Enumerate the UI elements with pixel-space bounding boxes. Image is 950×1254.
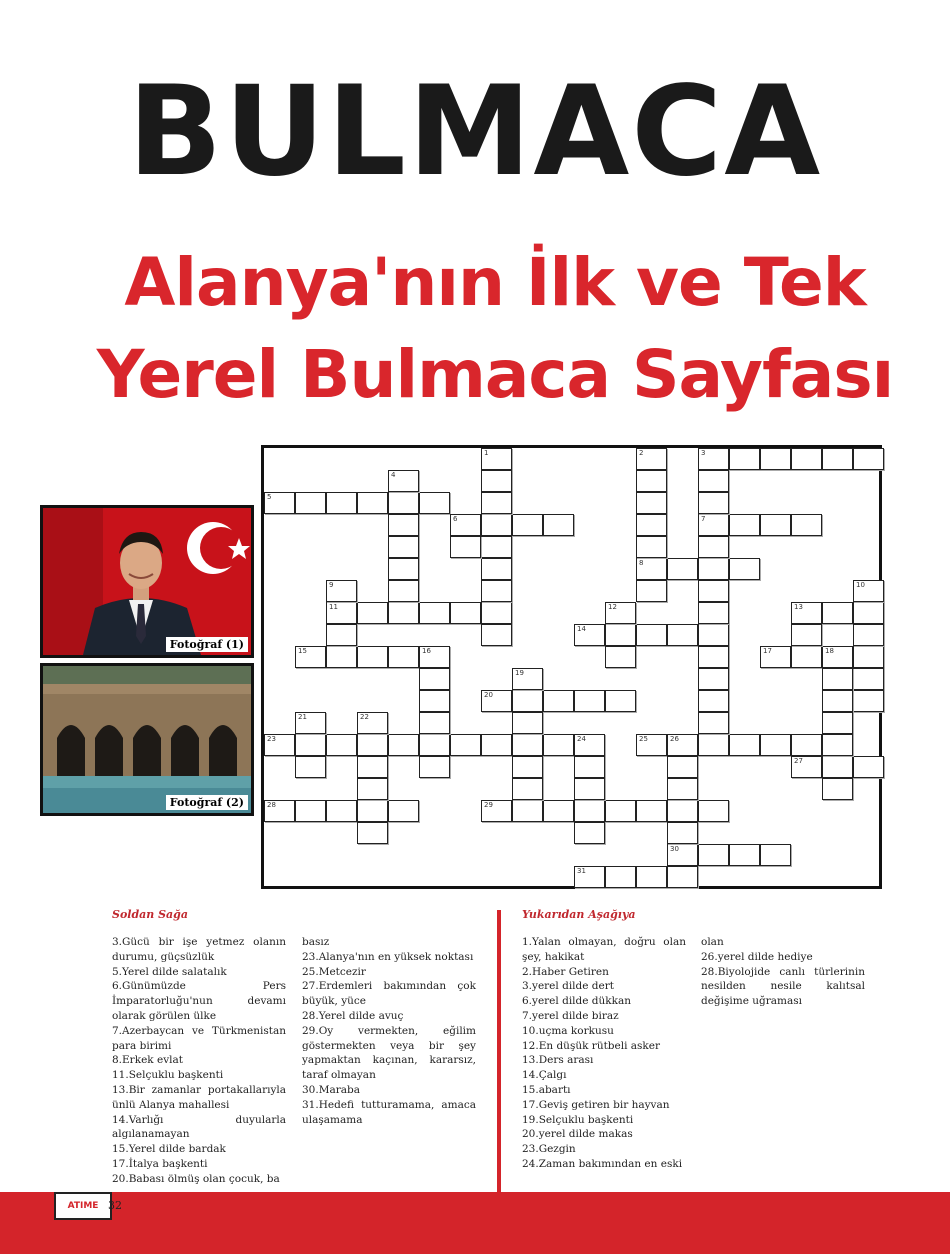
clue-item: 26.yerel dilde hediye [701,950,813,963]
crossword-cell[interactable] [791,646,822,668]
clue-number: 31 [577,867,586,875]
crossword-cell[interactable] [512,712,543,734]
crossword-cell[interactable] [853,756,884,778]
crossword-cell[interactable] [388,734,419,756]
crossword-cell[interactable] [822,712,853,734]
clue-number: 23 [267,735,276,743]
crossword-cell[interactable] [450,536,481,558]
crossword-cell[interactable] [853,690,884,712]
crossword-cell[interactable] [636,470,667,492]
crossword-cell[interactable] [636,580,667,602]
clue-item: 14.Varlığı duyularla algılanamayan [112,1113,286,1141]
crossword-cell[interactable] [574,778,605,800]
clue-item: 25.Metcezir [302,965,366,978]
crossword-cell[interactable] [729,514,760,536]
photo-portrait [40,505,254,658]
crossword-cell[interactable] [636,448,667,470]
crossword-cell[interactable] [698,624,729,646]
clue-number: 9 [329,581,334,589]
crossword-cell[interactable] [357,646,388,668]
crossword-cell[interactable] [760,844,791,866]
crossword-cell[interactable] [388,646,419,668]
crossword-cell[interactable] [760,448,791,470]
crossword-cell[interactable] [698,646,729,668]
crossword-cell[interactable] [667,756,698,778]
clue-number: 7 [701,515,706,523]
clue-number: 5 [267,493,272,501]
crossword-cell[interactable] [481,580,512,602]
photo-1-caption: Fotoğraf (1) [166,637,248,652]
crossword-cell[interactable] [636,624,667,646]
crossword-cell[interactable] [481,536,512,558]
crossword-cell[interactable] [853,624,884,646]
clue-item: 3.Gücü bir işe yetmez olanın durumu, güçsüzlük [112,936,286,963]
crossword-cell[interactable] [388,514,419,536]
crossword-cell[interactable] [512,690,543,712]
crossword-cell[interactable] [667,778,698,800]
crossword-cell[interactable] [698,448,729,470]
crossword-cell[interactable] [388,492,419,514]
clue-item: 6.Günümüzde Pers İmparatorluğu'nun devamı olarak görülen ülke [112,980,286,1022]
clue-item: 30.Maraba [302,1083,360,1096]
clue-item: 23.Gezgin [522,1143,576,1156]
crossword-cell[interactable] [853,580,884,602]
crossword-cell[interactable] [512,800,543,822]
crossword-cell[interactable] [698,492,729,514]
crossword-cell[interactable] [822,448,853,470]
clue-number: 14 [577,625,586,633]
crossword-cell[interactable] [698,844,729,866]
clue-item: 10.uçma korkusu [522,1024,614,1037]
clue-number: 17 [763,647,772,655]
crossword-cell[interactable] [698,800,729,822]
crossword-cell[interactable] [791,756,822,778]
crossword-cell[interactable] [326,602,357,624]
crossword-cell[interactable] [264,800,295,822]
crossword-cell[interactable] [698,514,729,536]
crossword-cell[interactable] [357,712,388,734]
crossword-cell[interactable] [636,514,667,536]
crossword-cell[interactable] [636,492,667,514]
crossword-cell[interactable] [636,558,667,580]
crossword-cell[interactable] [667,558,698,580]
clue-number: 26 [670,735,679,743]
clue-number: 18 [825,647,834,655]
clue-item: 1.Yalan olmayan, doğru olan şey, hakikat [522,936,686,963]
down-heading: Yukarıdan Aşağıya [522,908,636,921]
crossword-cell[interactable] [605,646,636,668]
crossword-cell[interactable] [357,822,388,844]
crossword-cell[interactable] [450,602,481,624]
crossword-cell[interactable] [326,734,357,756]
clue-number: 4 [391,471,396,479]
crossword-cell[interactable] [605,800,636,822]
crossword-cell[interactable] [512,756,543,778]
crossword-cell[interactable] [543,734,574,756]
crossword-cell[interactable] [357,492,388,514]
crossword-cell[interactable] [605,602,636,624]
crossword-cell[interactable] [636,800,667,822]
crossword-cell[interactable] [481,800,512,822]
crossword-cell[interactable] [512,514,543,536]
crossword-cell[interactable] [729,558,760,580]
photo-shipyard [40,663,254,816]
across-clues-col-2 [302,935,476,1127]
crossword-cell[interactable] [698,690,729,712]
crossword-cell[interactable] [481,624,512,646]
crossword-cell[interactable] [419,734,450,756]
clue-number: 25 [639,735,648,743]
crossword-cell[interactable] [388,470,419,492]
clue-item: 6.yerel dilde dükkan [522,995,632,1008]
magazine-logo: ATIME [54,1192,112,1220]
photo-2-caption: Fotoğraf (2) [166,795,248,810]
subtitle-line-2: Yerel Bulmaca Sayfası [96,336,894,413]
crossword-cell[interactable] [822,646,853,668]
crossword-cell[interactable] [481,448,512,470]
crossword-cell[interactable] [357,778,388,800]
clue-item: 20.Babası ölmüş olan çocuk, ba [112,1172,280,1185]
crossword-cell[interactable] [791,514,822,536]
crossword-cell[interactable] [295,492,326,514]
clue-item: 13.Ders arası [522,1054,594,1067]
clue-number: 10 [856,581,865,589]
clue-number: 16 [422,647,431,655]
clue-number: 20 [484,691,493,699]
footer-bar [0,1192,950,1254]
crossword-cell[interactable] [822,734,853,756]
crossword-cell[interactable] [574,624,605,646]
crossword-cell[interactable] [698,734,729,756]
crossword-cell[interactable] [295,734,326,756]
crossword-cell[interactable] [667,844,698,866]
clue-number: 22 [360,713,369,721]
crossword-cell[interactable] [667,734,698,756]
clue-number: 27 [794,757,803,765]
clue-item: 2.Haber Getiren [522,965,609,978]
clue-item: 15.Yerel dilde bardak [112,1143,226,1156]
crossword-cell[interactable] [481,558,512,580]
crossword-cell[interactable] [419,646,450,668]
portrait-illustration [43,508,251,655]
clue-item: 28.Biyolojide canlı türlerinin nesilden nesile kalıtsal değişime uğraması [701,965,865,1008]
crossword-cell[interactable] [295,756,326,778]
clue-item: 7.Azerbaycan ve Türkmenistan para birimi [112,1024,286,1052]
crossword-cell[interactable] [450,514,481,536]
crossword-cell[interactable] [419,602,450,624]
crossword-cell[interactable] [698,536,729,558]
crossword-cell[interactable] [481,514,512,536]
clue-item: 14.Çalgı [522,1069,567,1082]
crossword-cell[interactable] [636,536,667,558]
crossword-cell[interactable] [667,822,698,844]
across-heading: Soldan Sağa [112,908,188,921]
crossword-cell[interactable] [760,646,791,668]
crossword-cell[interactable] [574,800,605,822]
clue-item: 27.Erdemleri bakımından çok büyük, yüce [302,980,476,1008]
crossword-cell[interactable] [357,800,388,822]
crossword-cell[interactable] [605,624,636,646]
crossword-cell[interactable] [419,690,450,712]
crossword-cell[interactable] [264,492,295,514]
crossword-cell[interactable] [543,690,574,712]
clue-number: 21 [298,713,307,721]
crossword-cell[interactable] [791,624,822,646]
clue-number: 24 [577,735,586,743]
clue-item: 29.Oy vermekten, eğilim göstermekten veya bir şey yapmaktan kaçınan, kararsız, taraf olmayan [302,1024,476,1082]
clue-number: 15 [298,647,307,655]
crossword-grid [261,445,882,889]
subtitle-line-1: Alanya'nın İlk ve Tek [124,244,866,321]
crossword-cell[interactable] [853,448,884,470]
clue-number: 11 [329,603,338,611]
crossword-cell[interactable] [481,492,512,514]
crossword-cell[interactable] [326,492,357,514]
crossword-cell[interactable] [388,558,419,580]
crossword-cell[interactable] [822,602,853,624]
crossword-cell[interactable] [822,756,853,778]
clue-number: 6 [453,515,458,523]
crossword-cell[interactable] [481,602,512,624]
crossword-cell[interactable] [760,514,791,536]
crossword-cell[interactable] [698,668,729,690]
crossword-cell[interactable] [574,756,605,778]
clue-number: 8 [639,559,644,567]
crossword-cell[interactable] [760,734,791,756]
crossword-cell[interactable] [419,712,450,734]
crossword-cell[interactable] [481,690,512,712]
crossword-cell[interactable] [667,866,698,888]
crossword-cell[interactable] [853,646,884,668]
column-divider [497,910,501,1195]
crossword-cell[interactable] [388,536,419,558]
crossword-cell[interactable] [481,470,512,492]
crossword-cell[interactable] [698,558,729,580]
crossword-cell[interactable] [512,668,543,690]
clue-number: 1 [484,449,489,457]
crossword-cell[interactable] [667,624,698,646]
clue-number: 19 [515,669,524,677]
crossword-cell[interactable] [853,668,884,690]
clue-item: 12.En düşük rütbeli asker [522,1039,661,1052]
crossword-cell[interactable] [667,800,698,822]
crossword-cell[interactable] [326,800,357,822]
page-number: 32 [108,1199,122,1212]
crossword-cell[interactable] [326,624,357,646]
crossword-cell[interactable] [419,756,450,778]
clue-item: olan [701,936,724,948]
clue-item: 15.abartı [522,1083,571,1096]
crossword-cell[interactable] [543,514,574,536]
crossword-cell[interactable] [419,668,450,690]
clue-item: 13.Bir zamanlar portakallarıyla ünlü Alanya mahallesi [112,1083,286,1111]
crossword-cell[interactable] [512,778,543,800]
crossword-cell[interactable] [574,822,605,844]
across-clues-col-1 [112,935,286,1187]
crossword-cell[interactable] [543,800,574,822]
clue-item: 23.Alanya'nın en yüksek noktası [302,950,474,963]
crossword-cell[interactable] [698,712,729,734]
clue-number: 29 [484,801,493,809]
crossword-cell[interactable] [357,734,388,756]
page-title: BULMACA [127,60,823,204]
clue-item: 20.yerel dilde makas [522,1128,633,1141]
down-clues-col-2 [701,935,865,1009]
crossword-cell[interactable] [729,734,760,756]
crossword-cell[interactable] [791,734,822,756]
clue-number: 3 [701,449,706,457]
clue-number: 13 [794,603,803,611]
crossword-cell[interactable] [853,602,884,624]
crossword-cell[interactable] [605,866,636,888]
clue-item: 24.Zaman bakımından en eski [522,1157,683,1170]
crossword-cell[interactable] [295,646,326,668]
crossword-cell[interactable] [419,492,450,514]
crossword-cell[interactable] [450,734,481,756]
crossword-cell[interactable] [729,448,760,470]
shipyard-illustration [43,666,251,813]
clue-item: 31.Hedefi tutturamama, amaca ulaşamama [302,1098,476,1126]
crossword-cell[interactable] [791,448,822,470]
clue-number: 28 [267,801,276,809]
clue-item: 8.Erkek evlat [112,1054,183,1067]
crossword-cell[interactable] [574,734,605,756]
clue-number: 30 [670,845,679,853]
crossword-cell[interactable] [388,602,419,624]
crossword-cell[interactable] [295,712,326,734]
crossword-cell[interactable] [698,470,729,492]
crossword-cell[interactable] [698,580,729,602]
crossword-cell[interactable] [481,734,512,756]
crossword-cell[interactable] [357,602,388,624]
clue-item: 5.Yerel dilde salatalık [112,965,227,978]
crossword-cell[interactable] [295,800,326,822]
clue-item: 17.İtalya başkenti [112,1157,208,1170]
clue-number: 12 [608,603,617,611]
crossword-cell[interactable] [574,690,605,712]
crossword-cell[interactable] [574,866,605,888]
crossword-cell[interactable] [791,602,822,624]
crossword-cell[interactable] [264,734,295,756]
crossword-cell[interactable] [512,734,543,756]
crossword-cell[interactable] [388,580,419,602]
clue-item: 17.Geviş getiren bir hayvan [522,1098,670,1111]
crossword-cell[interactable] [729,844,760,866]
crossword-cell[interactable] [605,690,636,712]
crossword-cell[interactable] [326,580,357,602]
clue-item: 7.yerel dilde biraz [522,1009,619,1022]
clue-number: 2 [639,449,644,457]
clue-item: basız [302,936,330,948]
clue-item: 19.Selçuklu başkenti [522,1113,634,1126]
crossword-cell[interactable] [388,800,419,822]
clue-item: 11.Selçuklu başkenti [112,1069,224,1082]
clue-item: 28.Yerel dilde avuç [302,1009,404,1022]
crossword-cell[interactable] [636,866,667,888]
crossword-cell[interactable] [326,646,357,668]
down-clues-col-1 [522,935,686,1172]
crossword-cell[interactable] [698,602,729,624]
crossword-cell[interactable] [822,690,853,712]
crossword-cell[interactable] [822,778,853,800]
crossword-cell[interactable] [636,734,667,756]
crossword-cell[interactable] [822,668,853,690]
clue-item: 3.yerel dilde dert [522,980,614,993]
crossword-cell[interactable] [357,756,388,778]
